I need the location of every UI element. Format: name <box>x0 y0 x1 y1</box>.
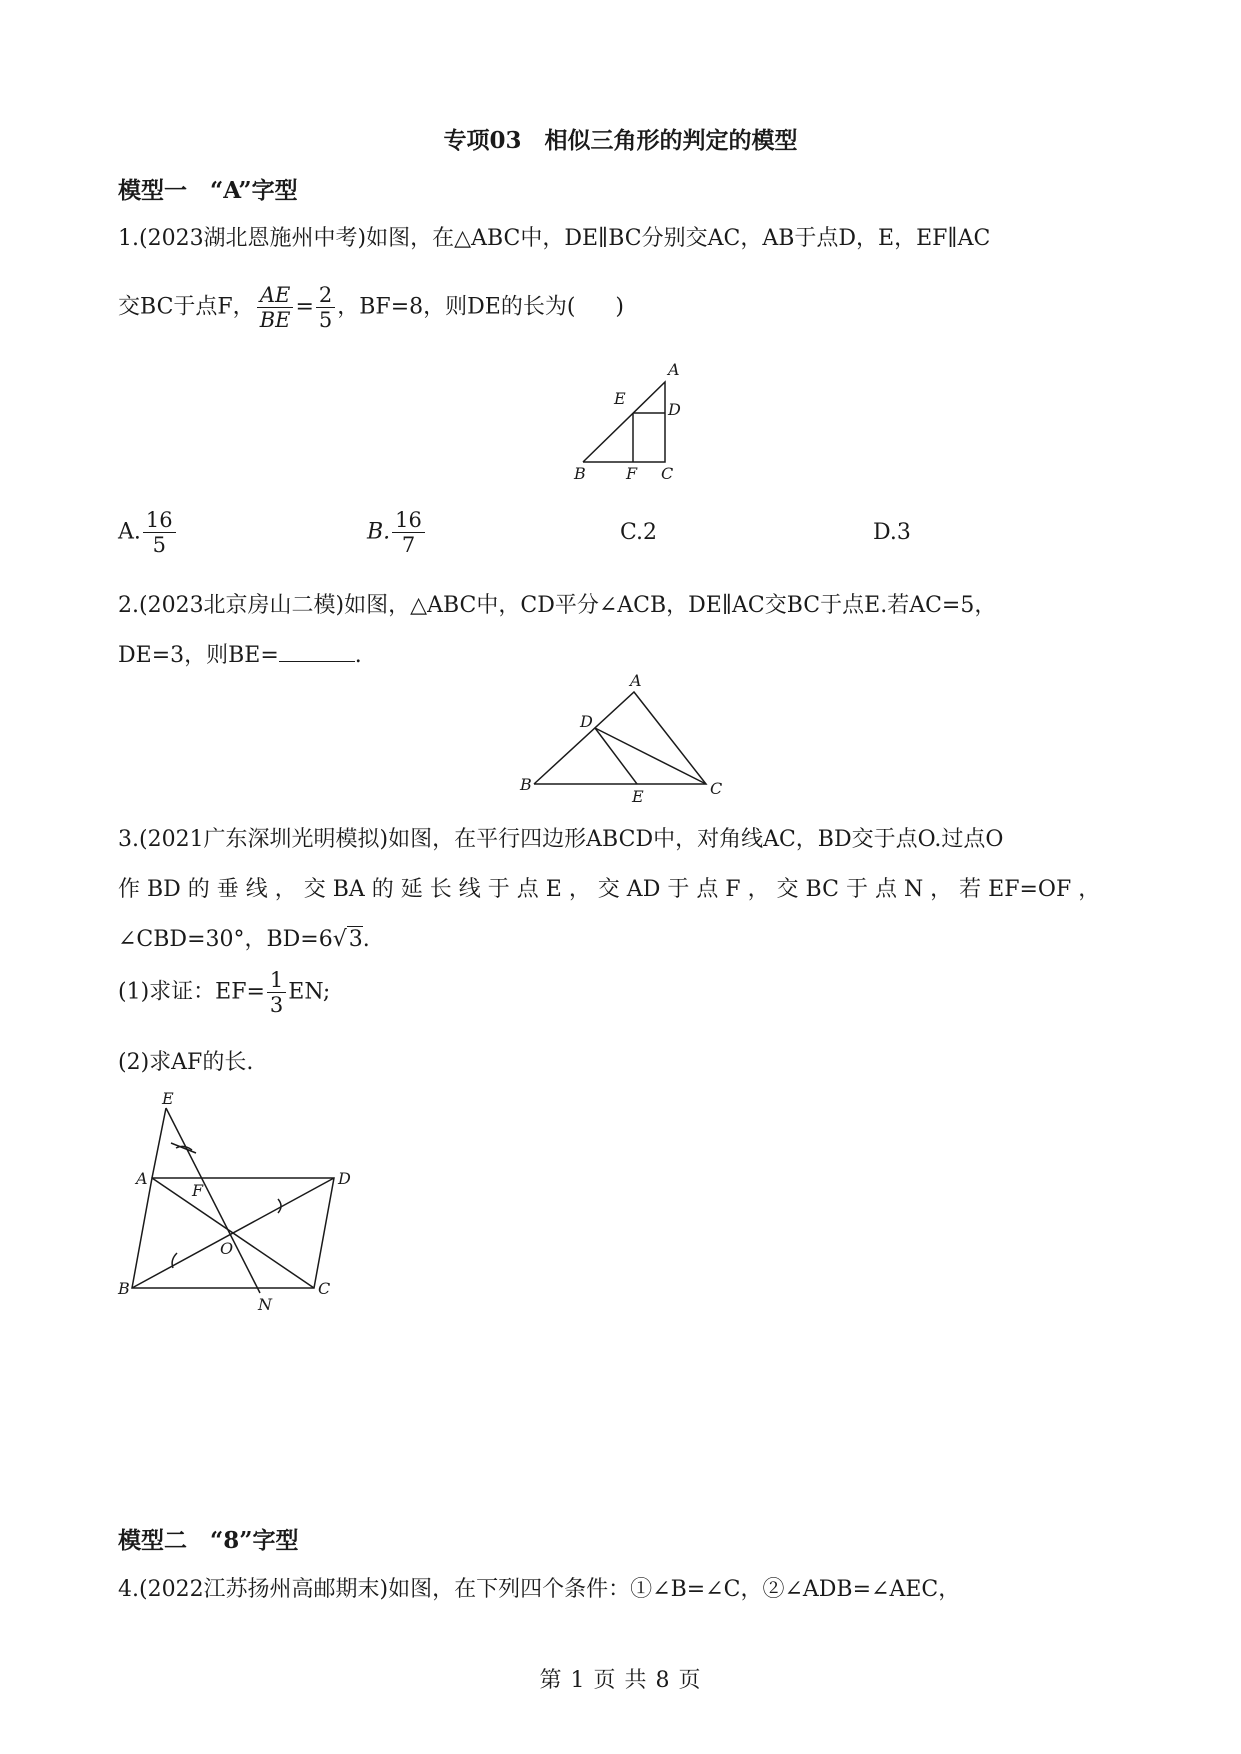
q1-line2 <box>118 283 624 332</box>
q1-option-d[interactable]: D.3 <box>873 520 911 545</box>
q1-option-a-num: 16 <box>143 508 176 533</box>
q1-label-c: C <box>661 464 674 483</box>
q1-line2-post: ，BF=8，则DE的长为( <box>337 294 576 320</box>
q3-line1: 3.(2021广东深圳光明模拟)如图，在平行四边形ABCD中，对角线AC，BD交于点O.过点O <box>118 827 1004 852</box>
q3-label-e: E <box>162 1089 174 1108</box>
q2-line2-pre: DE=3，则BE= <box>118 643 279 668</box>
section-heading-model-2: 模型二 “8”字型 <box>118 1527 299 1554</box>
q2-label-a: A <box>630 672 642 690</box>
q1-label-f: F <box>626 464 638 483</box>
q1-option-b-prefix: B. <box>367 519 391 545</box>
q3-label-d: D <box>338 1169 351 1188</box>
q1-frac2-num: 2 <box>316 283 335 308</box>
q1-option-b-num: 16 <box>392 508 425 533</box>
q1-option-c[interactable]: C.2 <box>620 520 658 545</box>
q3-label-a: A <box>136 1169 148 1188</box>
q2-label-b: B <box>520 775 532 794</box>
q3-part1-pre: (1)求证：EF= <box>118 979 265 1005</box>
q1-option-a[interactable] <box>118 508 178 557</box>
q3-segment-ea <box>152 1108 166 1178</box>
q1-label-b: B <box>574 464 586 483</box>
q1-option-b-fraction <box>392 508 425 557</box>
q1-frac2-den: 5 <box>318 308 333 333</box>
q2-answer-blank[interactable] <box>279 641 355 662</box>
q1-line1: 1.(2023湖北恩施州中考)如图，在△ABC中，DE∥BC分别交AC，AB于点D，E，EF∥AC <box>118 226 991 251</box>
q1-option-a-fraction <box>143 508 176 557</box>
q3-label-f: F <box>192 1181 204 1200</box>
q3-line2: 作 BD 的 垂 线 ， 交 BA 的 延 长 线 于 点 E ， 交 AD 于 点 F ， 交 BC 于 点 N ， 若 EF=OF ， <box>118 877 1101 902</box>
q3-label-n: N <box>258 1295 272 1314</box>
q3-part1-fraction <box>267 968 286 1017</box>
q1-frac1-num: AE <box>257 283 294 308</box>
q3-line3-post: . <box>362 927 370 952</box>
q2-line1: 2.(2023北京房山二模)如图，△ABC中，CD平分∠ACB，DE∥AC交BC于点E.若AC=5， <box>118 593 997 618</box>
page-title: 专项03 相似三角形的判定的模型 <box>443 127 798 154</box>
q2-segment-cd <box>595 728 706 784</box>
q1-label-a: A <box>668 360 680 379</box>
q3-label-c: C <box>318 1279 331 1298</box>
q3-sqrt-sign: √ <box>332 927 347 952</box>
q2-label-c: C <box>710 779 723 798</box>
q1-label-d: D <box>668 400 681 419</box>
q1-line2-end: ) <box>615 294 625 320</box>
q2-line2-post: . <box>354 643 362 668</box>
section-heading-model-1: 模型一 “A”字型 <box>118 177 298 204</box>
q1-fraction-2-5 <box>316 283 335 332</box>
q2-triangle-figure <box>512 672 732 806</box>
q1-equals: = <box>295 294 314 320</box>
q3-diagonal-bd <box>132 1178 334 1288</box>
q2-label-e: E <box>632 787 644 806</box>
q4-line1: 4.(2022江苏扬州高邮期末)如图，在下列四个条件：①∠B=∠C，②∠ADB=∠AEC， <box>118 1577 961 1602</box>
q3-part1-num: 1 <box>267 968 286 993</box>
q3-part1 <box>118 968 330 1017</box>
q3-arc-mark-f-2 <box>171 1143 196 1153</box>
q1-option-b[interactable] <box>367 508 427 557</box>
q3-sqrt-radicand: 3 <box>348 927 363 952</box>
q3-part1-den: 3 <box>269 993 284 1018</box>
q1-frac1-den: BE <box>259 308 291 333</box>
q1-label-e: E <box>614 389 626 408</box>
q2-line2 <box>118 638 362 669</box>
q1-line2-pre: 交BC于点F， <box>118 294 255 320</box>
q3-label-o: O <box>220 1239 234 1258</box>
q1-triangle-figure <box>560 355 690 485</box>
q3-line3 <box>118 922 370 953</box>
page-footer: 第 1 页 共 8 页 <box>539 1668 702 1693</box>
q1-option-a-prefix: A. <box>118 519 141 545</box>
q3-arc-mark-b <box>172 1253 177 1268</box>
q3-arc-mark-d <box>278 1199 281 1213</box>
q3-label-b: B <box>118 1279 130 1298</box>
q2-label-d: D <box>580 712 593 731</box>
q3-parallelogram-figure <box>110 1088 370 1318</box>
q3-part2: (2)求AF的长. <box>118 1050 254 1075</box>
q1-option-b-den: 7 <box>401 533 416 558</box>
q3-line3-pre: ∠CBD=30°，BD=6 <box>118 927 333 952</box>
q3-segment-en <box>166 1108 260 1293</box>
q1-option-a-den: 5 <box>152 533 166 558</box>
q3-part1-post: EN; <box>288 979 331 1005</box>
q2-segment-de <box>595 728 637 784</box>
q1-fraction-ae-be <box>257 283 294 332</box>
